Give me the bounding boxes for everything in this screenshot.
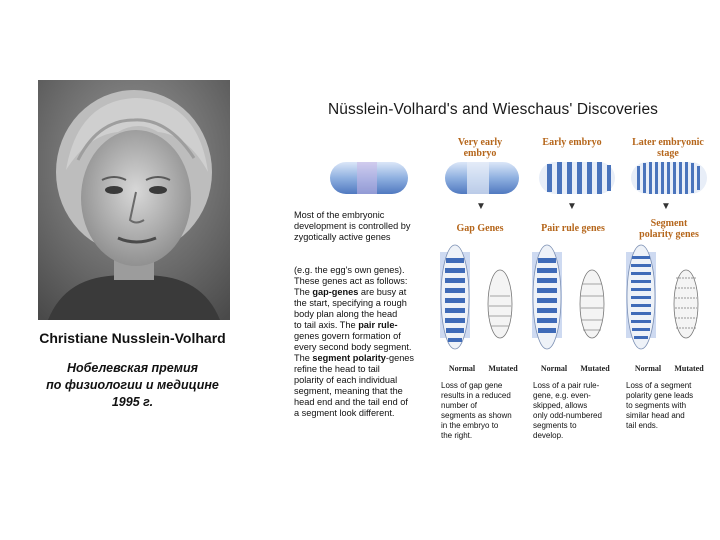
normal-label: Normal	[540, 364, 568, 373]
gap-gene-caption: Loss of gap gene results in a reduced number of segments as shown in the embryo to the right.	[441, 381, 512, 440]
stage-label-early: Early embryo	[542, 137, 602, 148]
gene-label-segment-polarity: Segment polarity genes	[639, 218, 699, 240]
embryo-very-early	[445, 162, 519, 194]
embryo-later	[631, 162, 707, 194]
gap-gene-panel	[440, 245, 512, 349]
normal-label: Normal	[634, 364, 662, 373]
mutated-label: Mutated	[674, 364, 704, 373]
gene-label-gap: Gap Genes	[456, 223, 504, 234]
segment-polarity-gene-panel	[626, 245, 698, 349]
mutated-label: Mutated	[580, 364, 610, 373]
detail-text: (e.g. the egg's own genes). These genes act as follows: The gap-genes are busy at the start, specifying a rough body plan along the head to tail axis. The pair rule- genes govern formation of every second body segment. The segment polarity-genes refine the head to tail polarity of each individual segment, meaning that the head end and the tail end of a segment look different.	[294, 265, 415, 418]
prize-line: по физиологии и медицине	[46, 378, 219, 392]
prize-caption	[20, 360, 245, 411]
mutated-label: Mutated	[488, 364, 518, 373]
down-arrow-icon: ▼	[567, 201, 577, 212]
down-arrow-icon: ▼	[476, 201, 486, 212]
embryo-uniform	[330, 162, 408, 194]
portrait-photo	[38, 80, 230, 320]
larva-panels	[438, 244, 720, 362]
stage-label-later: Later embryonic stage	[632, 137, 704, 159]
pair-rule-gene-panel	[532, 245, 604, 349]
embryo-row	[325, 158, 720, 198]
down-arrow-icon: ▼	[661, 201, 671, 212]
prize-line: Нобелевская премия	[67, 361, 198, 375]
prize-line: 1995 г.	[111, 395, 154, 409]
embryo-early	[539, 162, 615, 194]
figure-title: Nüsslein-Volhard's and Wieschaus' Discoveries	[328, 101, 659, 118]
stage-label-very-early: Very early embryo	[457, 137, 503, 159]
pair-rule-caption: Loss of a pair rule- gene, e.g. even- skipped, allows only odd-numbered segments to develop.	[533, 381, 602, 440]
segment-polarity-caption: Loss of a segment polarity gene leads to segments with similar head and tail ends.	[626, 381, 694, 430]
gene-label-pair-rule: Pair rule genes	[541, 223, 605, 234]
normal-label: Normal	[448, 364, 476, 373]
intro-text: Most of the embryonic development is controlled by zygotically active genes	[294, 210, 411, 242]
person-name: Christiane Nusslein-Volhard	[39, 330, 226, 346]
